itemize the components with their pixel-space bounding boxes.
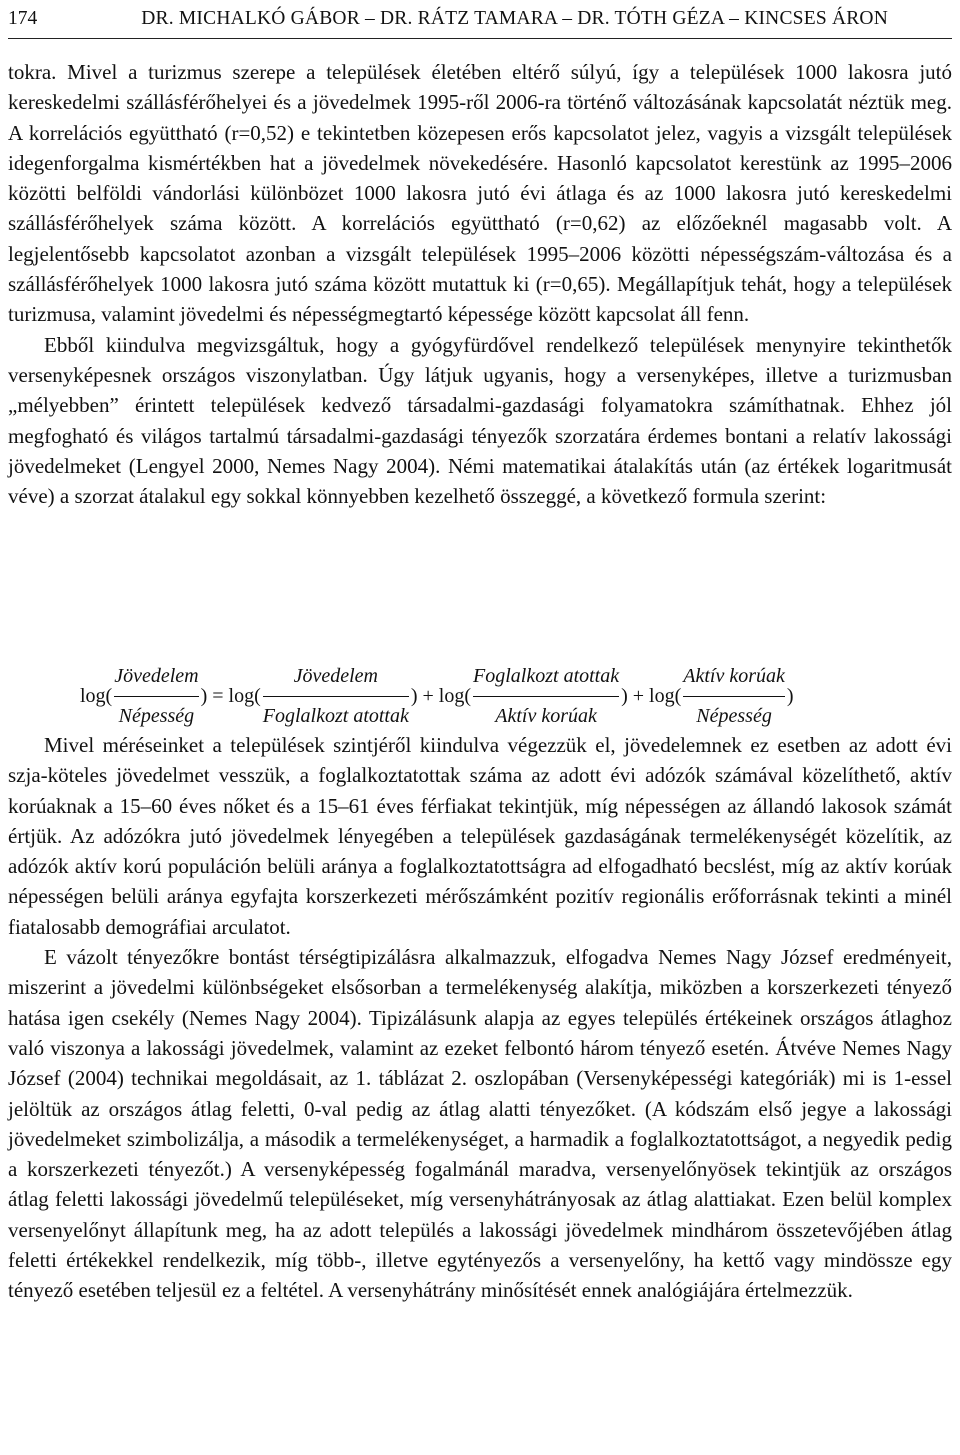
paragraph: tokra. Mivel a turizmus szerepe a települések életében eltérő súlyú, így a települések 1000 lakosra jutó kereskedelmi szállásférőhelyei és a jövedelmek 1995-ről 2006-ra történő változásának kapcsolatát néztük meg. A korrelációs együttható (r=0,52) e tekintetben közepesen erős kapcsolatot jelez, vagyis a vizsgált települések idegenforgalma kismértékben hat a jövedelmek növekedésére. Hasonló kapcsolatot kerestünk az 1995–2006 közötti belföldi vándorlási különbözet 1000 lakosra jutó évi átlaga és az 1000 lakosra jutó kereskedelmi szállásférőhelyek száma között. A korrelációs együttható (r=0,62) az előzőeknél magasabb volt. A legjelentősebb kapcsolatot azonban a vizsgált települések 1995–2006 közötti népességszám-változása és a szállásférőhelyek 1000 lakosra jutó száma között mutattuk ki (r=0,65). Megállapítjuk tehát, hogy a települések turizmusa, valamint jövedelmi és népességmegtartó képessége között kapcsolat áll fenn. — [8, 60, 952, 327]
formula-numerator: Jövedelem — [293, 665, 378, 687]
formula-close-paren: ) — [786, 685, 794, 707]
formula-fraction-1 — [263, 664, 409, 728]
paragraph: E vázolt tényezőkre bontást térségtipizálásra alkalmazzuk, elfogadva Nemes Nagy József eredményeit, miszerint a jövedelmi különbségeket elsősorban a termelékenység alakítja, miközben a korszerkezeti tényező hatása igen csekély (Nemes Nagy 2004). Tipizálásunk alapja az egyes település értékeinek országos átlaghoz való viszonya a lakossági jövedelmek, valamint az ezeket felbontó három tényező esetén. Átvéve Nemes Nagy József (2004) technikai megoldásait, az 1. táblázat 2. oszlopában (Versenyképességi kategóriák) mi is 1-essel jelöltük az országos átlag feletti, 0-val pedig az átlag alatti tényezőket. (A kódszám első jegye a lakossági jövedelmeket szimbolizálja, a második a termelékenységet, a harmadik a foglalkoztatottságot, a negyedik pedig a korszerkezeti tényezőt.) A versenyképesség fogalmánál maradva, versenyelőnyösek tekintjük az országos átlag feletti lakossági jövedelmű településeket, míg versenyhátrányosak az átlag alattiakat. Ezen belül komplex versenyelőnyt állapítunk meg, ha az adott település a lakossági jövedelmek mindhárom összetevőjében átlag feletti értékekkel rendelkezik, míg több-, illetve egytényezős a versenyelőny, ha kettő vagy mindössze egy tényező esetében teljesül ez a feltétel. A versenyhátrány minősítését ennek analógiájára értelmezzük. — [8, 945, 952, 1303]
header-rule — [8, 38, 952, 39]
fraction-bar — [683, 696, 785, 697]
header-authors: DR. MICHALKÓ GÁBOR – DR. RÁTZ TAMARA – DR. TÓTH GÉZA – KINCSES ÁRON — [141, 8, 888, 29]
formula-denominator: Aktív korúak — [495, 705, 597, 727]
fraction-bar — [114, 696, 198, 697]
text-block-before-formula — [8, 57, 952, 511]
formula-log-open: log( — [80, 685, 113, 707]
paragraph: Mivel méréseinket a települések szintjéről kiindulva végezzük el, jövedelemnek ez esetben az adott évi szja-köteles jövedelmet vesszük, a foglalkoztatottak száma az adott évi adózók számával közelíthető, aktív korúaknak a 15–60 éves nőket és a 15–61 éves férfiakat tekintjük, míg népességen az állandó lakosok számát értjük. Az adózókra jutó jövedelmek lényegében a települések gazdaságának termelékenységét közelítik, az adózók aktív korú populáción belüli aránya a foglalkoztatottságra ad elfogadható becslést, míg az aktív korúak népességen belüli aránya egyfajta korszerkezeti mérőszámként pozitív regionális erőforrásnak tekinti a minél fiatalosabb demográfiai arculatot. — [8, 733, 952, 939]
formula-plus-log: ) + log( — [621, 685, 682, 707]
running-header — [8, 2, 952, 36]
formula-fraction-3 — [683, 664, 785, 728]
formula-numerator: Foglalkozt atottak — [473, 665, 620, 687]
formula-equals-log: ) = log( — [200, 685, 261, 707]
formula-denominator: Foglalkozt atottak — [262, 705, 409, 727]
formula-numerator: Jövedelem — [114, 665, 199, 687]
paragraph: Ebből kiindulva megvizsgáltuk, hogy a gyógyfürdővel rendelkező települések menynyire tekinthetők versenyképesnek országos viszonylatban. Úgy látjuk ugyanis, hogy a versenyképes, illetve a turizmusban „mélyebben” érintett települések kedvező társadalmi-gazdasági folyamatokra számíthatnak. Ehhez jól megfogható és világos tartalmú társadalmi-gazdasági tényezők szorzatára érdemes bontani a relatív lakossági jövedelmeket (Lengyel 2000, Nemes Nagy 2004). Némi matematikai átalakítás után (az értékek logaritmusát véve) a szorzat átalakul egy sokkal könnyebben kezelhető összeggé, a következő formula szerint: — [8, 332, 952, 509]
log-decomposition-formula — [8, 664, 952, 728]
formula-denominator: Népesség — [118, 705, 195, 727]
formula-fraction-2 — [473, 664, 619, 728]
page-number: 174 — [8, 8, 38, 29]
formula-numerator: Aktív korúak — [683, 665, 785, 687]
formula-denominator: Népesség — [696, 705, 772, 727]
fraction-bar — [473, 696, 619, 697]
fraction-bar — [263, 696, 409, 697]
formula-fraction-lhs — [114, 664, 198, 728]
formula-plus-log: ) + log( — [410, 685, 472, 707]
text-block-after-formula — [8, 730, 952, 1306]
